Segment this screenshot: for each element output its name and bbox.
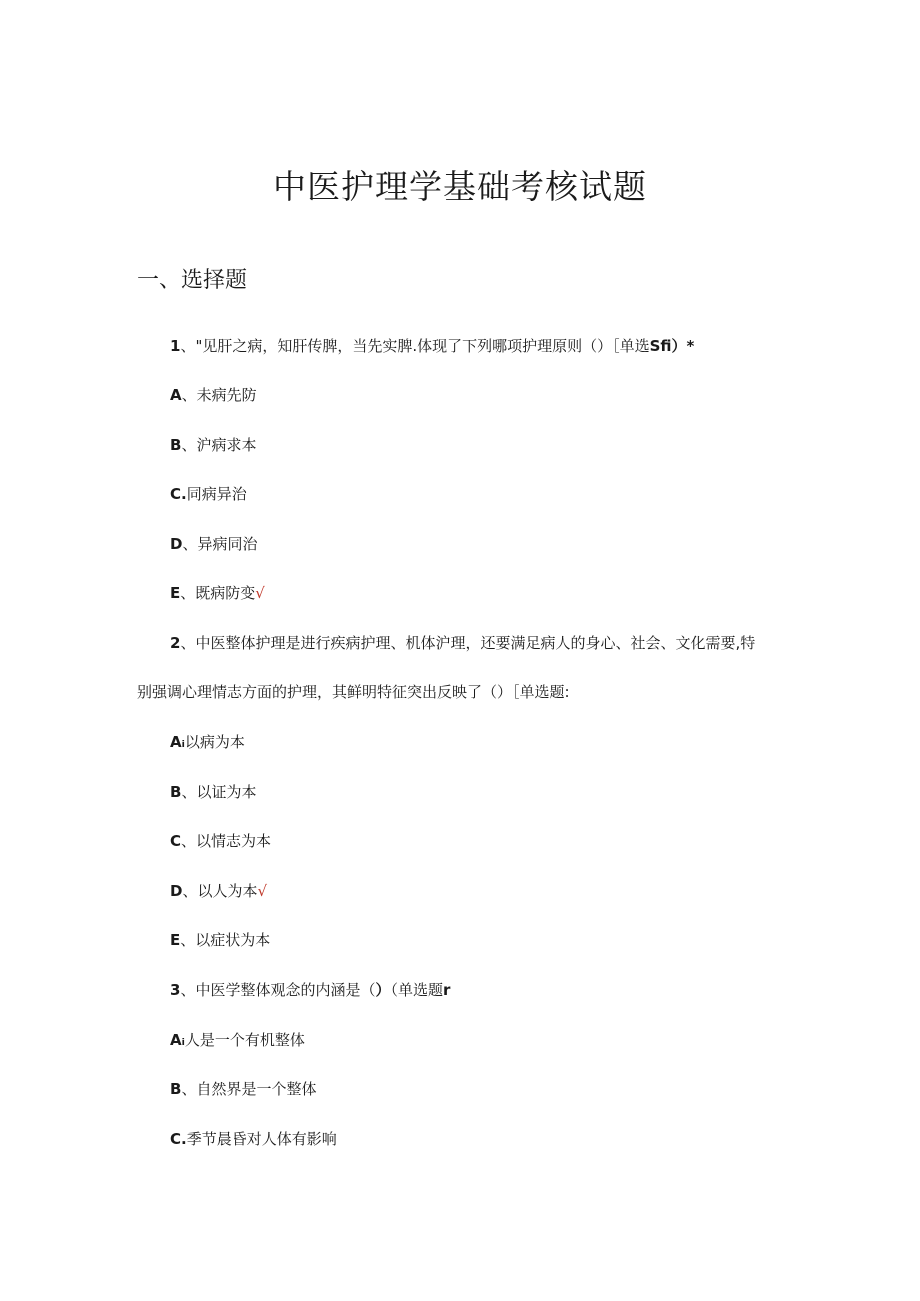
option-label: C. (170, 1130, 187, 1148)
option-q2-a (170, 731, 245, 753)
question-tail: Sfi）* (649, 337, 695, 355)
question-1 (170, 335, 694, 357)
option-q2-b (170, 781, 256, 803)
option-text: 人是一个有机整体 (184, 1031, 305, 1049)
option-q1-b (170, 434, 256, 456)
option-q1-d (170, 533, 257, 555)
option-text: 、以证为本 (181, 783, 257, 801)
option-q1-e (170, 582, 265, 604)
option-text: 、未病先防 (181, 386, 257, 404)
option-label: B (170, 436, 182, 454)
option-text: 同病异治 (186, 485, 247, 503)
question-number: 3 (170, 981, 181, 999)
option-label: Aᵢ (170, 1031, 185, 1049)
option-text: 季节晨昏对人体有影响 (186, 1130, 337, 1148)
check-mark: √ (257, 882, 268, 900)
option-label: D (170, 882, 183, 900)
page-title: 中医护理学基础考核试题 (273, 167, 647, 206)
option-q1-c (170, 483, 247, 505)
question-tail: r (442, 981, 451, 999)
question-number: 1 (170, 337, 181, 355)
option-text: 、既病防变 (180, 584, 256, 602)
option-label: B (170, 783, 182, 801)
option-label: C (170, 832, 182, 850)
option-label: E (170, 584, 181, 602)
option-q2-d (170, 880, 267, 902)
option-text: 、以症状为本 (180, 931, 271, 949)
option-q3-a (170, 1029, 305, 1051)
question-text-line1: 、中医整体护理是进行疾病护理、机体沪理，还要满足病人的身心、社会、文化需要,特 (180, 634, 756, 652)
option-q2-e (170, 929, 270, 951)
option-q1-a (170, 384, 257, 406)
option-label: C. (170, 485, 187, 503)
question-2 (170, 632, 755, 654)
question-3 (170, 979, 450, 1001)
question-text: 、中医学整体观念的内涵是（ (180, 981, 376, 999)
option-label: Aᵢ (170, 733, 185, 751)
question-text: 、"见肝之病，知肝传脾，当先实脾.体现了下列哪项护理原则（）［单选 (180, 337, 650, 355)
option-label: A (170, 386, 182, 404)
question-number: 2 (170, 634, 181, 652)
option-text: 、自然界是一个整体 (181, 1080, 317, 1098)
option-label: B (170, 1080, 182, 1098)
option-q3-b (170, 1078, 316, 1100)
section-heading: 一、选择题 (137, 268, 248, 293)
option-text: 、以人为本 (182, 882, 258, 900)
question-type: （单选题 (390, 981, 443, 999)
question-paren: ） (375, 981, 391, 999)
option-text: 、以情志为本 (181, 832, 272, 850)
option-q2-c (170, 830, 271, 852)
option-text: 、异病同治 (182, 535, 258, 553)
check-mark: √ (255, 584, 265, 602)
question-2-continued (137, 681, 570, 703)
option-label: E (170, 931, 181, 949)
option-q3-c (170, 1128, 337, 1150)
question-text-line2: 别强调心理情志方面的护理，其鲜明特征突出反映了（）［单选题: (137, 683, 570, 701)
option-label: D (170, 535, 183, 553)
option-text: 以病为本 (184, 733, 245, 751)
option-text: 、沪病求本 (181, 436, 257, 454)
